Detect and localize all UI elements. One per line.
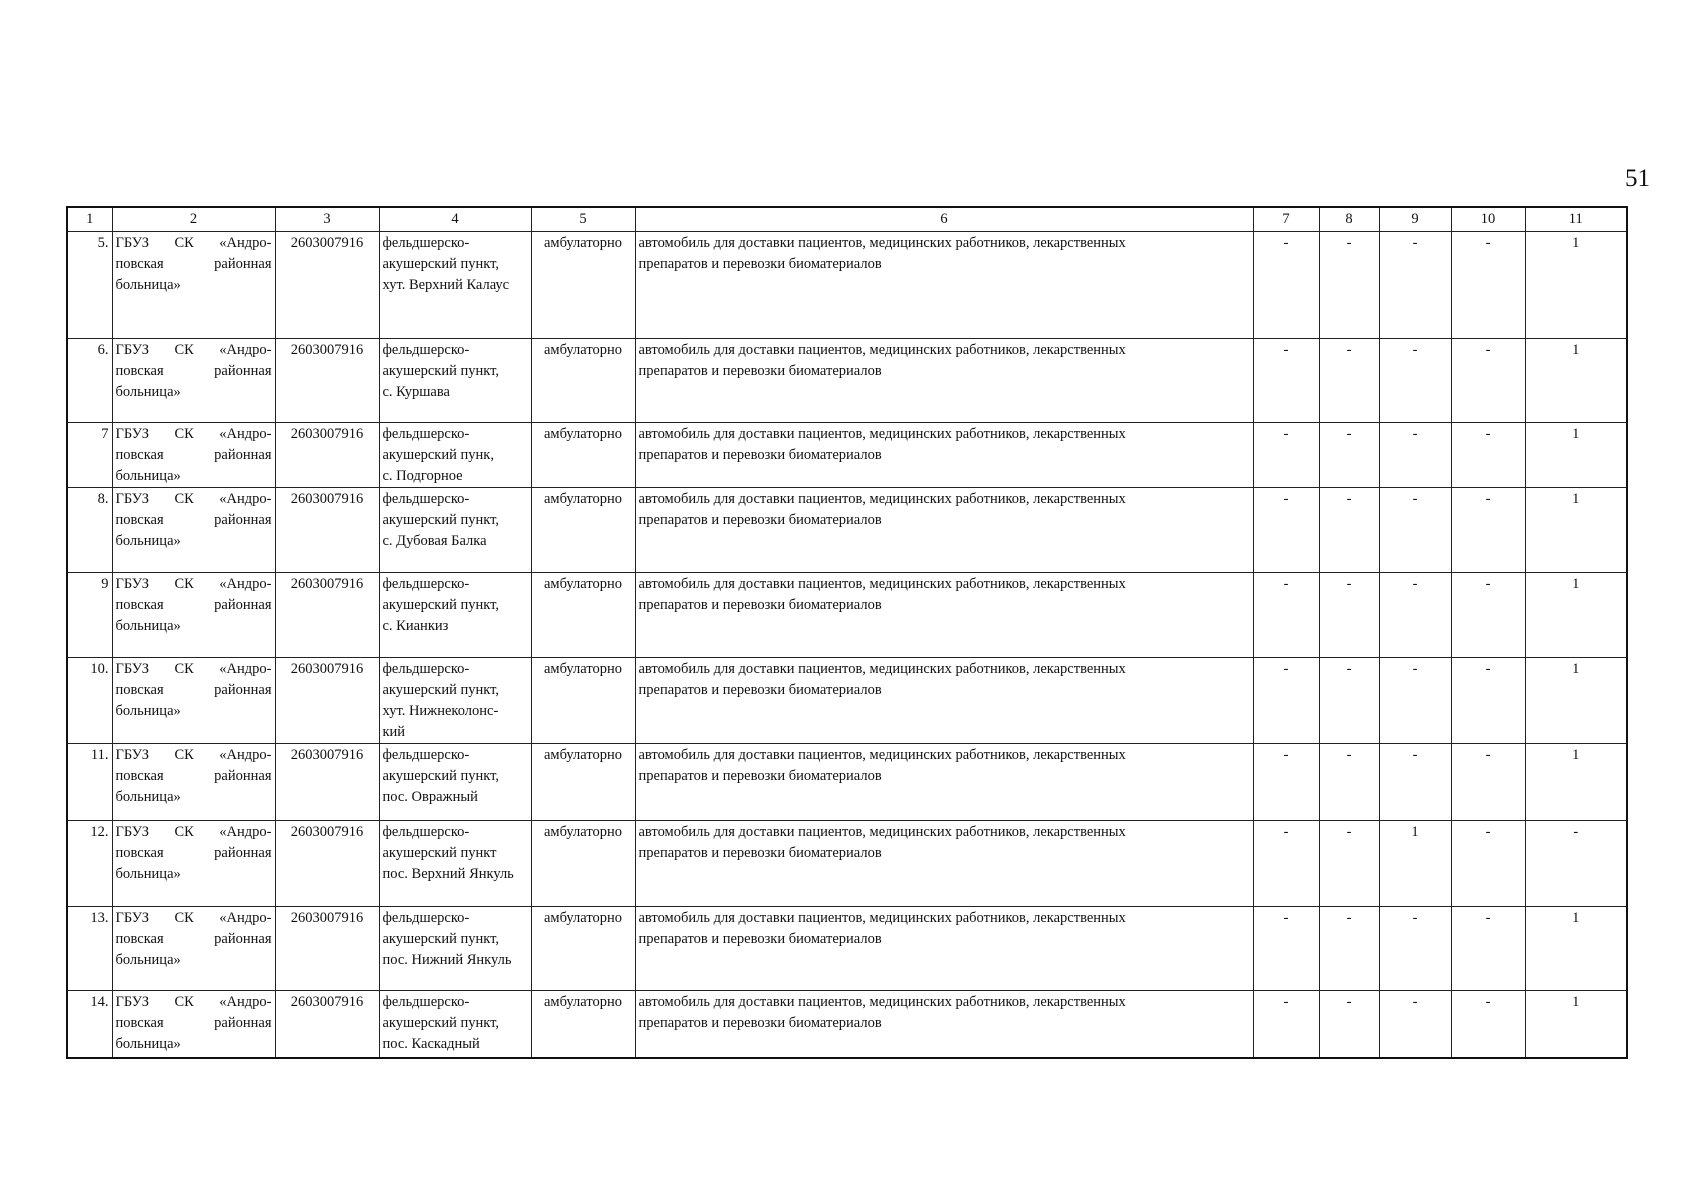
organization-line: ГБУЗ СК «Андро-: [115, 235, 272, 251]
organization-line: повская районная: [115, 931, 272, 947]
inn-cell: 2603007916: [275, 423, 379, 488]
care-form-cell: амбулаторно: [531, 232, 635, 339]
location-cell: [379, 488, 531, 573]
description-cell: [635, 821, 1253, 907]
table-row: [67, 423, 1627, 488]
location-line: акушерский пункт,: [382, 682, 499, 698]
column-header: 5: [531, 207, 635, 232]
organization-line: ГБУЗ СК «Андро-: [115, 426, 272, 442]
value-cell-7: -: [1253, 991, 1319, 1058]
value-cell-8: -: [1319, 744, 1379, 821]
location-cell: [379, 573, 531, 658]
description-line: автомобиль для доставки пациентов, медицинских работников, лекарственных: [638, 661, 1126, 677]
organization-cell: [112, 744, 275, 821]
description-line: автомобиль для доставки пациентов, медицинских работников, лекарственных: [638, 576, 1126, 592]
value-cell-9: -: [1379, 991, 1451, 1058]
row-number: 13.: [67, 907, 112, 991]
description-line: автомобиль для доставки пациентов, медицинских работников, лекарственных: [638, 491, 1126, 507]
location-line: фельдшерско-: [382, 661, 470, 677]
description-line: автомобиль для доставки пациентов, медицинских работников, лекарственных: [638, 824, 1126, 840]
location-line: с. Подгорное: [382, 468, 463, 484]
value-cell-10: -: [1451, 907, 1525, 991]
inn-cell: 2603007916: [275, 658, 379, 744]
column-header: 7: [1253, 207, 1319, 232]
organization-line: ГБУЗ СК «Андро-: [115, 491, 272, 507]
location-line: фельдшерско-: [382, 910, 470, 926]
inn-cell: 2603007916: [275, 573, 379, 658]
description-line: автомобиль для доставки пациентов, медицинских работников, лекарственных: [638, 747, 1126, 763]
location-line: акушерский пункт,: [382, 363, 499, 379]
value-cell-8: -: [1319, 423, 1379, 488]
description-cell: [635, 991, 1253, 1058]
location-cell: [379, 423, 531, 488]
row-number: 14.: [67, 991, 112, 1058]
value-cell-11: 1: [1525, 991, 1627, 1058]
organization-cell: [112, 232, 275, 339]
column-header: 9: [1379, 207, 1451, 232]
inn-cell: 2603007916: [275, 232, 379, 339]
location-cell: [379, 339, 531, 423]
care-form-cell: амбулаторно: [531, 573, 635, 658]
care-form-cell: амбулаторно: [531, 744, 635, 821]
value-cell-7: -: [1253, 573, 1319, 658]
table-row: [67, 821, 1627, 907]
location-line: хут. Верхний Калаус: [382, 277, 510, 293]
value-cell-11: 1: [1525, 232, 1627, 339]
location-cell: [379, 658, 531, 744]
value-cell-7: -: [1253, 232, 1319, 339]
value-cell-11: 1: [1525, 573, 1627, 658]
organization-line: больница»: [115, 533, 181, 549]
organization-line: повская районная: [115, 597, 272, 613]
value-cell-10: -: [1451, 744, 1525, 821]
table-row: [67, 907, 1627, 991]
row-number: 11.: [67, 744, 112, 821]
organization-line: повская районная: [115, 363, 272, 379]
location-line: пос. Каскадный: [382, 1036, 480, 1052]
description-line: автомобиль для доставки пациентов, медицинских работников, лекарственных: [638, 342, 1126, 358]
table-row: [67, 339, 1627, 423]
description-cell: [635, 907, 1253, 991]
page-number: 51: [1625, 165, 1650, 192]
value-cell-8: -: [1319, 991, 1379, 1058]
location-line: фельдшерско-: [382, 235, 470, 251]
location-line: с. Куршава: [382, 384, 450, 400]
row-number: 12.: [67, 821, 112, 907]
organization-line: повская районная: [115, 682, 272, 698]
location-line: фельдшерско-: [382, 747, 470, 763]
value-cell-9: -: [1379, 573, 1451, 658]
description-line: препаратов и перевозки биоматериалов: [638, 931, 882, 947]
description-line: препаратов и перевозки биоматериалов: [638, 1015, 882, 1031]
value-cell-9: -: [1379, 907, 1451, 991]
value-cell-7: -: [1253, 744, 1319, 821]
value-cell-9: -: [1379, 339, 1451, 423]
description-cell: [635, 744, 1253, 821]
location-cell: [379, 991, 531, 1058]
organization-line: больница»: [115, 1036, 181, 1052]
care-form-cell: амбулаторно: [531, 907, 635, 991]
row-number: 7: [67, 423, 112, 488]
organization-line: больница»: [115, 866, 181, 882]
organization-line: больница»: [115, 703, 181, 719]
table-row: [67, 991, 1627, 1058]
value-cell-11: 1: [1525, 907, 1627, 991]
header-row: [67, 207, 1627, 232]
description-line: автомобиль для доставки пациентов, медицинских работников, лекарственных: [638, 910, 1126, 926]
value-cell-8: -: [1319, 488, 1379, 573]
care-form-cell: амбулаторно: [531, 488, 635, 573]
organization-line: повская районная: [115, 845, 272, 861]
description-line: препаратов и перевозки биоматериалов: [638, 597, 882, 613]
location-line: акушерский пункт,: [382, 256, 499, 272]
location-line: хут. Нижнеколонс-: [382, 703, 499, 719]
description-line: автомобиль для доставки пациентов, медицинских работников, лекарственных: [638, 426, 1126, 442]
location-line: фельдшерско-: [382, 576, 470, 592]
value-cell-8: -: [1319, 658, 1379, 744]
value-cell-8: -: [1319, 573, 1379, 658]
organization-cell: [112, 907, 275, 991]
table-row: [67, 488, 1627, 573]
inn-cell: 2603007916: [275, 907, 379, 991]
location-cell: [379, 232, 531, 339]
inn-cell: 2603007916: [275, 488, 379, 573]
column-header: 8: [1319, 207, 1379, 232]
organization-line: больница»: [115, 277, 181, 293]
table-row: [67, 658, 1627, 744]
value-cell-9: -: [1379, 423, 1451, 488]
location-cell: [379, 744, 531, 821]
organization-line: ГБУЗ СК «Андро-: [115, 824, 272, 840]
organization-line: повская районная: [115, 512, 272, 528]
row-number: 10.: [67, 658, 112, 744]
organization-line: повская районная: [115, 1015, 272, 1031]
organization-cell: [112, 423, 275, 488]
row-number: 6.: [67, 339, 112, 423]
column-header: 10: [1451, 207, 1525, 232]
organization-line: повская районная: [115, 256, 272, 272]
column-header: 2: [112, 207, 275, 232]
value-cell-11: 1: [1525, 423, 1627, 488]
location-cell: [379, 821, 531, 907]
organization-cell: [112, 573, 275, 658]
location-cell: [379, 907, 531, 991]
value-cell-8: -: [1319, 339, 1379, 423]
care-form-cell: амбулаторно: [531, 423, 635, 488]
inn-cell: 2603007916: [275, 991, 379, 1058]
description-cell: [635, 573, 1253, 658]
location-line: пос. Овражный: [382, 789, 478, 805]
organization-line: ГБУЗ СК «Андро-: [115, 910, 272, 926]
row-number: 5.: [67, 232, 112, 339]
location-line: с. Кианкиз: [382, 618, 449, 634]
description-line: препаратов и перевозки биоматериалов: [638, 512, 882, 528]
value-cell-10: -: [1451, 488, 1525, 573]
inn-cell: 2603007916: [275, 821, 379, 907]
description-line: препаратов и перевозки биоматериалов: [638, 682, 882, 698]
value-cell-7: -: [1253, 821, 1319, 907]
location-line: акушерский пункт: [382, 845, 497, 861]
organization-cell: [112, 488, 275, 573]
registry-table: [66, 206, 1628, 1059]
description-line: препаратов и перевозки биоматериалов: [638, 447, 882, 463]
value-cell-10: -: [1451, 423, 1525, 488]
organization-line: ГБУЗ СК «Андро-: [115, 661, 272, 677]
location-line: фельдшерско-: [382, 426, 470, 442]
location-line: фельдшерско-: [382, 824, 470, 840]
value-cell-9: -: [1379, 658, 1451, 744]
value-cell-11: 1: [1525, 488, 1627, 573]
table-row: [67, 573, 1627, 658]
column-header: 3: [275, 207, 379, 232]
location-line: пос. Верхний Янкуль: [382, 866, 514, 882]
organization-line: больница»: [115, 789, 181, 805]
inn-cell: 2603007916: [275, 744, 379, 821]
column-header: 4: [379, 207, 531, 232]
value-cell-7: -: [1253, 423, 1319, 488]
row-number: 8.: [67, 488, 112, 573]
description-cell: [635, 339, 1253, 423]
organization-line: повская районная: [115, 768, 272, 784]
description-line: препаратов и перевозки биоматериалов: [638, 256, 882, 272]
column-header: 1: [67, 207, 112, 232]
location-line: акушерский пункт,: [382, 1015, 499, 1031]
value-cell-10: -: [1451, 573, 1525, 658]
value-cell-9: -: [1379, 744, 1451, 821]
organization-cell: [112, 339, 275, 423]
organization-line: ГБУЗ СК «Андро-: [115, 576, 272, 592]
description-cell: [635, 658, 1253, 744]
location-line: с. Дубовая Балка: [382, 533, 487, 549]
value-cell-9: -: [1379, 488, 1451, 573]
location-line: акушерский пунк,: [382, 447, 494, 463]
table-body: [67, 232, 1627, 1058]
organization-cell: [112, 821, 275, 907]
description-cell: [635, 232, 1253, 339]
value-cell-10: -: [1451, 232, 1525, 339]
column-header: 6: [635, 207, 1253, 232]
value-cell-7: -: [1253, 658, 1319, 744]
value-cell-10: -: [1451, 339, 1525, 423]
value-cell-7: -: [1253, 339, 1319, 423]
inn-cell: 2603007916: [275, 339, 379, 423]
description-cell: [635, 423, 1253, 488]
value-cell-10: -: [1451, 658, 1525, 744]
location-line: акушерский пункт,: [382, 597, 499, 613]
table-row: [67, 744, 1627, 821]
description-line: автомобиль для доставки пациентов, медицинских работников, лекарственных: [638, 235, 1126, 251]
value-cell-11: 1: [1525, 339, 1627, 423]
organization-line: повская районная: [115, 447, 272, 463]
care-form-cell: амбулаторно: [531, 339, 635, 423]
location-line: пос. Нижний Янкуль: [382, 952, 512, 968]
care-form-cell: амбулаторно: [531, 821, 635, 907]
value-cell-10: -: [1451, 991, 1525, 1058]
table-row: [67, 232, 1627, 339]
organization-line: больница»: [115, 618, 181, 634]
row-number: 9: [67, 573, 112, 658]
description-line: автомобиль для доставки пациентов, медицинских работников, лекарственных: [638, 994, 1126, 1010]
value-cell-8: -: [1319, 232, 1379, 339]
organization-line: больница»: [115, 468, 181, 484]
value-cell-9: 1: [1379, 821, 1451, 907]
location-line: акушерский пункт,: [382, 931, 499, 947]
location-line: акушерский пункт,: [382, 768, 499, 784]
organization-cell: [112, 658, 275, 744]
organization-cell: [112, 991, 275, 1058]
column-header: 11: [1525, 207, 1627, 232]
value-cell-11: 1: [1525, 658, 1627, 744]
value-cell-8: -: [1319, 821, 1379, 907]
organization-line: ГБУЗ СК «Андро-: [115, 994, 272, 1010]
organization-line: ГБУЗ СК «Андро-: [115, 747, 272, 763]
location-line: фельдшерско-: [382, 491, 470, 507]
description-line: препаратов и перевозки биоматериалов: [638, 768, 882, 784]
value-cell-7: -: [1253, 907, 1319, 991]
organization-line: ГБУЗ СК «Андро-: [115, 342, 272, 358]
location-line: акушерский пункт,: [382, 512, 499, 528]
location-line: фельдшерско-: [382, 994, 470, 1010]
value-cell-11: 1: [1525, 744, 1627, 821]
location-line: фельдшерско-: [382, 342, 470, 358]
care-form-cell: амбулаторно: [531, 991, 635, 1058]
organization-line: больница»: [115, 384, 181, 400]
value-cell-10: -: [1451, 821, 1525, 907]
value-cell-11: -: [1525, 821, 1627, 907]
description-line: препаратов и перевозки биоматериалов: [638, 845, 882, 861]
value-cell-8: -: [1319, 907, 1379, 991]
description-line: препаратов и перевозки биоматериалов: [638, 363, 882, 379]
value-cell-9: -: [1379, 232, 1451, 339]
location-line: кий: [382, 724, 406, 740]
care-form-cell: амбулаторно: [531, 658, 635, 744]
description-cell: [635, 488, 1253, 573]
organization-line: больница»: [115, 952, 181, 968]
value-cell-7: -: [1253, 488, 1319, 573]
